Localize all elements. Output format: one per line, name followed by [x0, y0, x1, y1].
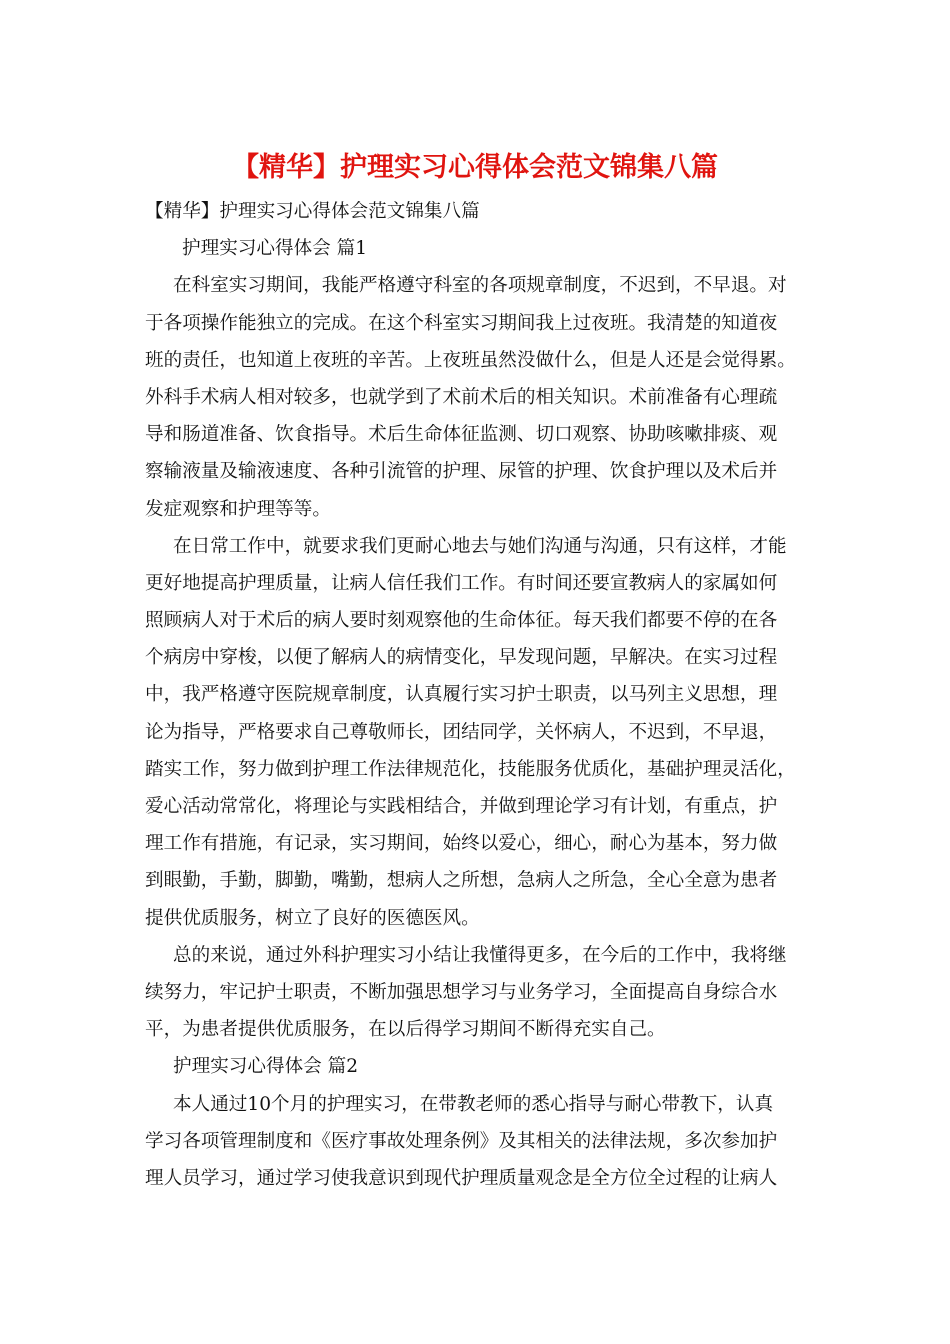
text-line: 察输液量及输液速度、各种引流管的护理、尿管的护理、饮食护理以及术后并 [145, 461, 778, 483]
text-line: 踏实工作，努力做到护理工作法律规范化，技能服务优质化，基础护理灵活化， [145, 758, 796, 780]
text-line: 于各项操作能独立的完成。在这个科室实习期间我上过夜班。我清楚的知道夜 [145, 312, 778, 334]
text-line: 平，为患者提供优质服务，在以后得学习期间不断得充实自己。 [145, 1019, 666, 1041]
document-title: 【精华】护理实习心得体会范文锦集八篇 [232, 152, 718, 183]
document-body [145, 193, 810, 1197]
text-line: 理工作有措施，有记录，实习期间，始终以爱心，细心，耐心为基本，努力做 [145, 833, 778, 855]
text-line: 护理实习心得体会 篇2 [173, 1056, 359, 1078]
text-line: 本人通过10个月的护理实习，在带教老师的悉心指导与耐心带教下，认真 [173, 1093, 774, 1115]
text-line: 提供优质服务，树立了良好的医德医风。 [145, 907, 480, 929]
text-line: 更好地提高护理质量，让病人信任我们工作。有时间还要宣教病人的家属如何 [145, 572, 778, 594]
text-line: 到眼勤，手勤，脚勤，嘴勤，想病人之所想，急病人之所急，全心全意为患者 [145, 870, 778, 892]
text-line: 中，我严格遵守医院规章制度，认真履行实习护士职责，以马列主义思想，理 [145, 684, 778, 706]
text-line: 【精华】护理实习心得体会范文锦集八篇 [145, 201, 480, 222]
text-line: 班的责任，也知道上夜班的辛苦。上夜班虽然没做什么，但是人还是会觉得累。 [145, 349, 796, 371]
text-line: 理人员学习，通过学习使我意识到现代护理质量观念是全方位全过程的让病人 [145, 1167, 778, 1189]
text-line: 论为指导，严格要求自己尊敬师长，团结同学，关怀病人，不迟到，不早退， [145, 721, 778, 743]
text-line: 照顾病人对于术后的病人要时刻观察他的生命体征。每天我们都要不停的在各 [145, 610, 778, 632]
text-line: 在日常工作中，就要求我们更耐心地去与她们沟通与沟通，只有这样，才能 [173, 535, 787, 557]
text-line: 外科手术病人相对较多，也就学到了术前术后的相关知识。术前准备有心理疏 [145, 386, 778, 408]
text-line: 导和肠道准备、饮食指导。术后生命体征监测、切口观察、协助咳嗽排痰、观 [145, 424, 778, 446]
text-line: 护理实习心得体会 篇1 [182, 238, 368, 260]
text-line: 在科室实习期间，我能严格遵守科室的各项规章制度，不迟到，不早退。对 [173, 275, 787, 297]
text-line: 续努力，牢记护士职责，不断加强思想学习与业务学习，全面提高自身综合水 [145, 981, 778, 1003]
text-line: 爱心活动常常化，将理论与实践相结合，并做到理论学习有计划，有重点，护 [145, 796, 778, 817]
text-line: 学习各项管理制度和《医疗事故处理条例》及其相关的法律法规，多次参加护 [145, 1130, 778, 1152]
text-line: 发症观察和护理等等。 [145, 498, 331, 520]
text-line: 总的来说，通过外科护理实习小结让我懂得更多，在今后的工作中，我将继 [173, 944, 787, 966]
text-line: 个病房中穿梭，以便了解病人的病情变化，早发现问题，早解决。在实习过程 [145, 647, 778, 669]
